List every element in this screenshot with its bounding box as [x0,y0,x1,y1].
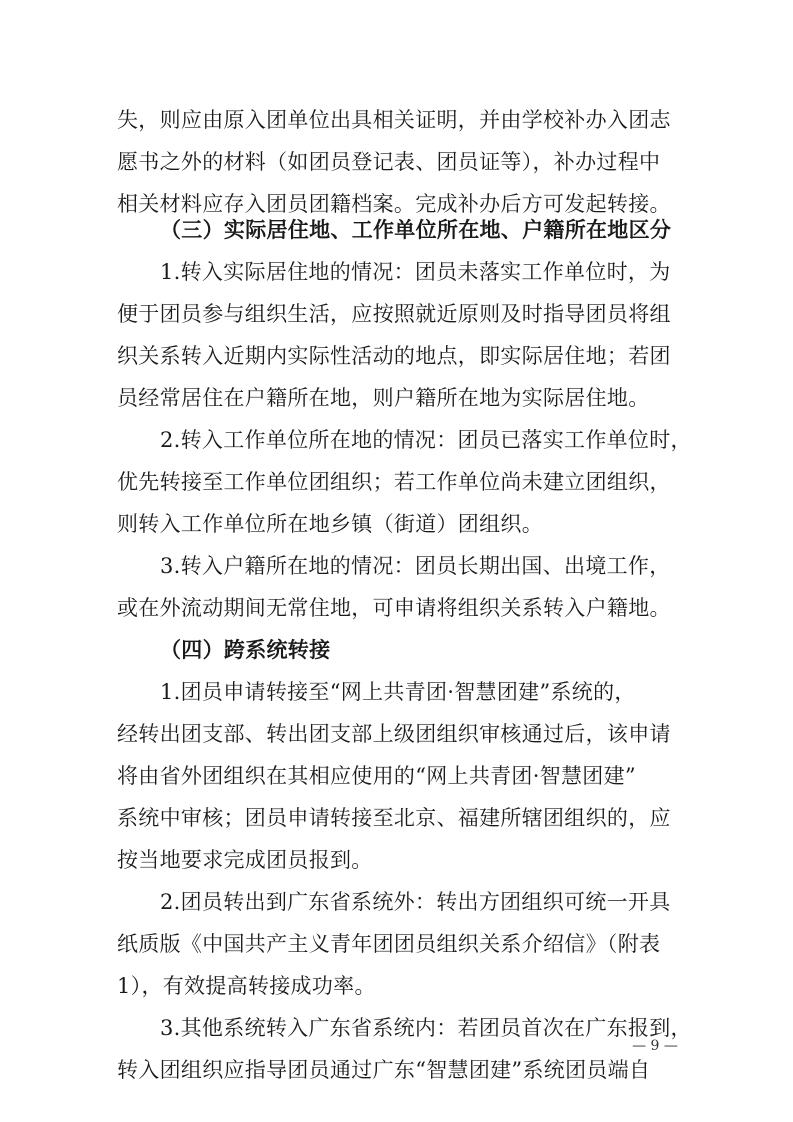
page-number: — 9 — [632,1038,678,1054]
paragraph-start-line: 3.转入户籍所在地的情况：团员长期出国、出境工作， [160,554,671,578]
paragraph-start-line: 3.其他系统转入广东省系统内：若团员首次在广东报到， [160,1016,692,1040]
body-text-line: 愿书之外的材料（如团员登记表、团员证等），补办过程中 [117,150,661,174]
body-text-line: 失，则应由原入团单位出具相关证明，并由学校补办入团志 [117,108,671,132]
body-text-line: 则转入工作单位所在地乡镇（街道）团组织。 [117,512,543,536]
body-text-line: 便于团员参与组织生活，应按照就近原则及时指导团员将组 [117,302,671,326]
body-text-line: 相关材料应存入团员团籍档案。完成补办后方可发起转接。 [117,192,671,216]
paragraph-start-line: 2.团员转出到广东省系统外：转出方团组织可统一开具 [160,890,671,914]
paragraph-start-line: 2.转入工作单位所在地的情况：团员已落实工作单位时， [160,428,692,452]
body-text-line: 系统中审核；团员申请转接至北京、福建所辖团组织的，应 [117,806,671,830]
body-text-line: 或在外流动期间无常住地，可申请将组织关系转入户籍地。 [117,596,671,620]
paragraph-start-line: 1.团员申请转接至“网上共青团·智慧团建”系统的， [160,680,636,704]
body-text-line: 1），有效提高转接成功率。 [117,974,376,998]
body-text-line: 经转出团支部、转出团支部上级团组织审核通过后，该申请 [117,722,671,746]
paragraph-start-line: 1.转入实际居住地的情况：团员未落实工作单位时，为 [160,260,671,284]
section-heading: （四）跨系统转接 [160,637,331,662]
body-text-line: 员经常居住在户籍所在地，则户籍所在地为实际居住地。 [117,386,650,410]
body-text-line: 转入团组织应指导团员通过广东“智慧团建”系统团员端自 [117,1058,651,1082]
body-text-line: 优先转接至工作单位团组织；若工作单位尚未建立团组织， [117,470,671,494]
body-text-line: 纸质版《中国共产主义青年团团员组织关系介绍信》（附表 [117,932,661,956]
body-text-line: 织关系转入近期内实际性活动的地点，即实际居住地；若团 [117,344,671,368]
body-text-line: 将由省外团组织在其相应使用的“网上共青团·智慧团建” [117,764,636,788]
section-heading: （三）实际居住地、工作单位所在地、户籍所在地区分 [160,217,672,242]
body-text-line: 按当地要求完成团员报到。 [117,848,373,872]
